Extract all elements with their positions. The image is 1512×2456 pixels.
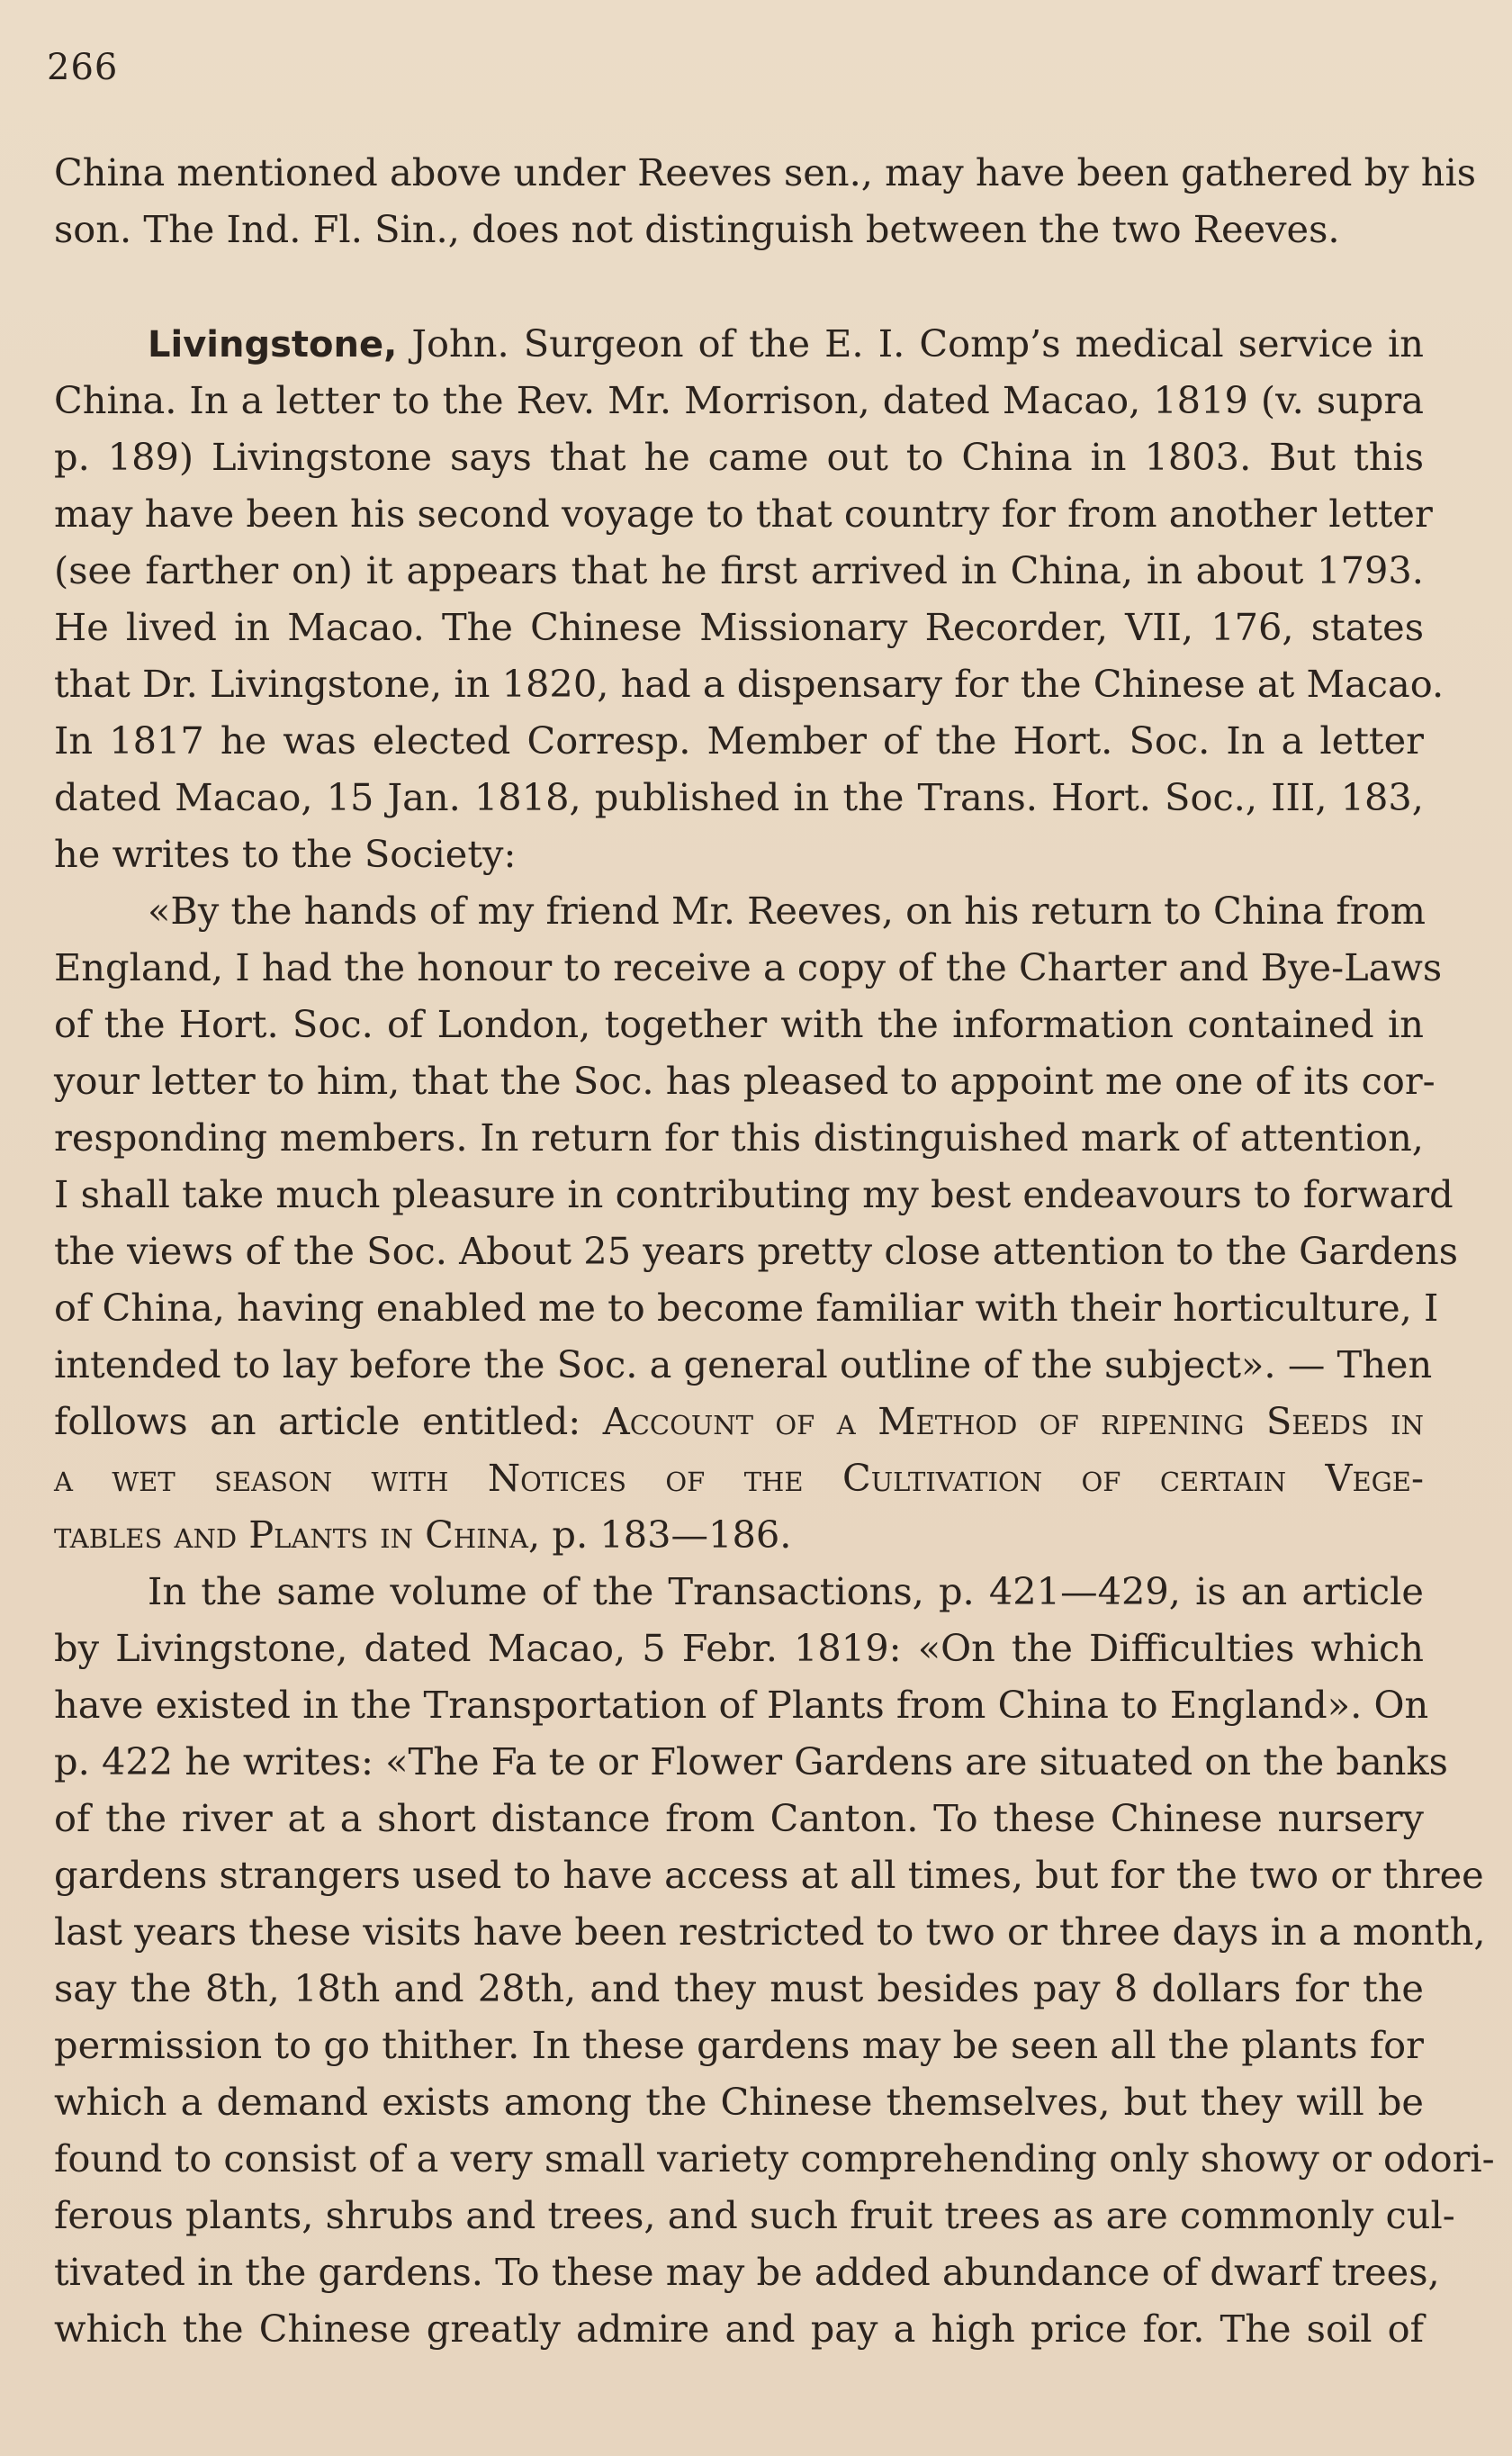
text-line: China. In a letter to the Rev. Mr. Morrison, dated Macao, 1819 (v. supra: [54, 378, 1424, 422]
text-line: (see farther on) it appears that he first arrived in China, in about 1793.: [54, 548, 1424, 592]
text-line: permission to go thither. In these gardens may be seen all the plants for: [54, 2023, 1424, 2067]
text-line: that Dr. Livingstone, in 1820, had a dispensary for the Chinese at Macao.: [54, 662, 1444, 706]
text-line: dated Macao, 15 Jan. 1818, published in the Trans. Hort. Soc., III, 183,: [54, 775, 1424, 819]
text-line: In the same volume of the Transactions, p. 421—429, is an article: [148, 1569, 1424, 1613]
page-number: 266: [47, 47, 119, 88]
text-line: China mentioned above under Reeves sen., may have been gathered by his: [54, 150, 1477, 194]
text-line: your letter to him, that the Soc. has pleased to appoint me one of its cor-: [54, 1059, 1436, 1103]
text-line: He lived in Macao. The Chinese Missionary Recorder, VII, 176, states: [54, 605, 1424, 649]
article-title: tables and Plants in China: [54, 1512, 528, 1557]
text-line: he writes to the Society:: [54, 832, 517, 876]
text-line: «By the hands of my friend Mr. Reeves, on his return to China from: [148, 889, 1426, 933]
text-line: of the Hort. Soc. of London, together with the information contained in: [54, 1002, 1424, 1046]
text-line: I shall take much pleasure in contributing my best endeavours to forward: [54, 1172, 1454, 1216]
text-line: which a demand exists among the Chinese themselves, but they will be: [54, 2080, 1424, 2124]
text-line: have existed in the Transportation of Plants from China to England». On: [54, 1683, 1429, 1727]
text-line: ferous plants, shrubs and trees, and such fruit trees as are commonly cul-: [54, 2193, 1455, 2237]
entry-name: Livingstone,: [148, 324, 398, 366]
article-title: Account of a Method of ripening Seeds in: [602, 1399, 1424, 1443]
paragraph-gap: [54, 257, 1424, 315]
text-line: [54, 1506, 1424, 1563]
text-line: England, I had the honour to receive a copy of the Charter and Bye-Laws: [54, 945, 1443, 989]
text-line: last years these visits have been restricted to two or three days in a month,: [54, 1910, 1486, 1954]
text-line: which the Chinese greatly admire and pay a high price for. The soil of: [54, 2307, 1424, 2351]
text-line: the views of the Soc. About 25 years pretty close attention to the Gardens: [54, 1229, 1458, 1273]
text-line: p. 422 he writes: «The Fa te or Flower Gardens are situated on the banks: [54, 1739, 1448, 1783]
body-text: [54, 144, 1495, 2357]
text-line: [54, 1393, 1424, 1449]
text-line: of the river at a short distance from Canton. To these Chinese nursery: [54, 1796, 1424, 1840]
text-line: by Livingstone, dated Macao, 5 Febr. 1819: «On the Difficulties which: [54, 1626, 1424, 1670]
text-line: son. The Ind. Fl. Sin., does not distinguish between the two Reeves.: [54, 207, 1340, 251]
text-line: In 1817 he was elected Corresp. Member of the Hort. Soc. In a letter: [54, 718, 1424, 763]
text-line: of China, having enabled me to become familiar with their horticulture, I: [54, 1286, 1439, 1330]
text-segment: John. Surgeon of the E. I. Comp’s medical service in: [397, 321, 1424, 366]
text-line: found to consist of a very small variety comprehending only showy or odori-: [54, 2136, 1495, 2181]
text-line: p. 189) Livingstone says that he came out to China in 1803. But this: [54, 435, 1424, 479]
text-line: gardens strangers used to have access at all times, but for the two or three: [54, 1853, 1484, 1897]
text-line: tivated in the gardens. To these may be added abundance of dwarf trees,: [54, 2250, 1440, 2294]
article-title: a wet season with Notices of the Cultivation of certain Vege-: [54, 1456, 1424, 1500]
text-line: intended to lay before the Soc. a general outline of the subject». — Then: [54, 1342, 1433, 1386]
text-line: [54, 315, 1424, 372]
text-line: may have been his second voyage to that country for from another letter: [54, 492, 1433, 536]
text-segment: , p. 183—186.: [528, 1512, 792, 1557]
text-segment: follows an article entitled:: [54, 1399, 603, 1443]
text-line: responding members. In return for this distinguished mark of attention,: [54, 1115, 1424, 1160]
text-line: say the 8th, 18th and 28th, and they must besides pay 8 dollars for the: [54, 1966, 1424, 2010]
